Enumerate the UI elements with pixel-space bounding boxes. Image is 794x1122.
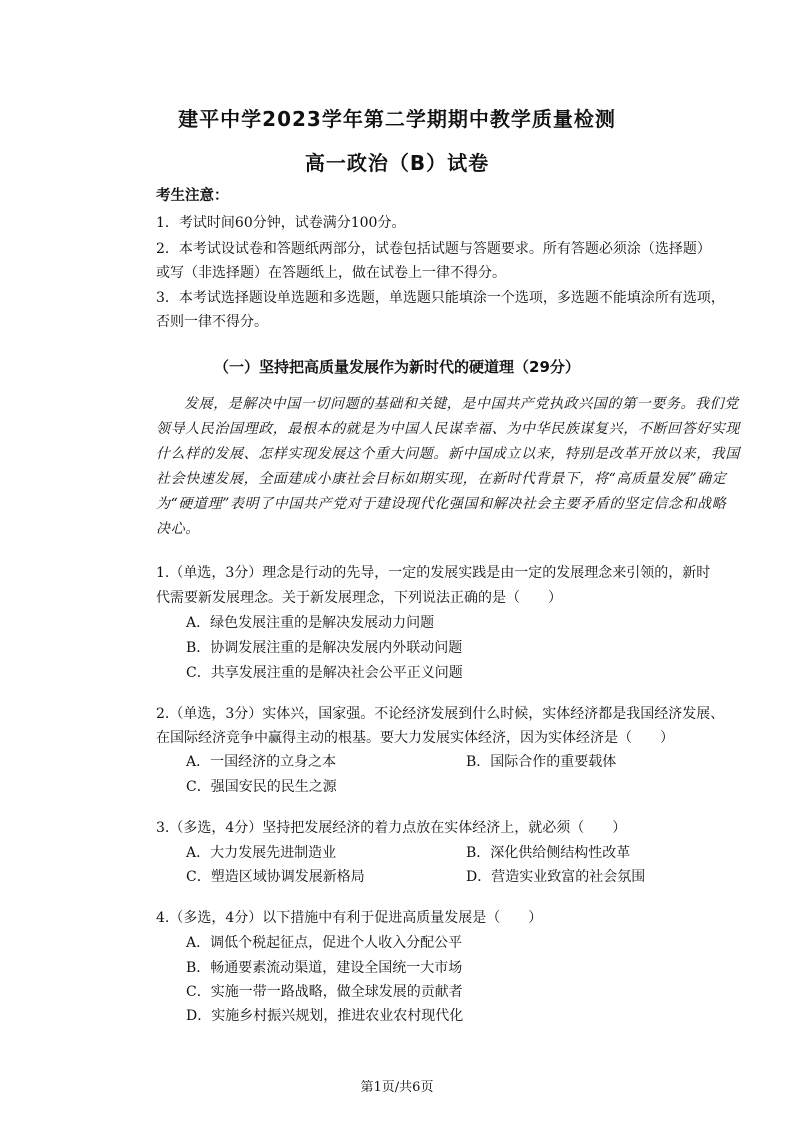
question-4-option-b: B．畅通要素流动渠道，建设全国统一大市场 <box>186 960 463 976</box>
question-3-stem: 3.（多选，4分）坚持把发展经济的着力点放在实体经济上，就必须（ ） <box>156 820 627 836</box>
material-paragraph-line: 社会快速发展，全面建成小康社会目标如期实现，在新时代背景下，将“高质量发展”确定 <box>156 471 727 487</box>
question-4-option-a: A．调低个税起征点，促进个人收入分配公平 <box>186 935 463 951</box>
material-paragraph-line: 决心。 <box>156 521 200 537</box>
material-paragraph-line: 为“硬道理”表明了中国共产党对于建设现代化强国和解决社会主要矛盾的坚定信念和战略 <box>156 496 727 512</box>
notice-line: 2．本考试设试卷和答题纸两部分，试卷包括试题与答题要求。所有答题必须涂（选择题） <box>156 241 711 257</box>
question-3-option-d: D．营造实业致富的社会氛围 <box>466 869 646 885</box>
material-paragraph-line: 领导人民治国理政，最根本的就是为中国人民谋幸福、为中华民族谋复兴，不断回答好实现 <box>156 421 740 437</box>
exam-subtitle: 高一政治（B）试卷 <box>304 151 490 175</box>
exam-title: 建平中学2023学年第二学期期中教学质量检测 <box>178 107 616 131</box>
question-4-option-c: C．实施一带一路战略，做全球发展的贡献者 <box>186 984 463 1000</box>
question-2-option-a: A．一国经济的立身之本 <box>186 754 337 770</box>
question-2-stem: 2.（单选，3分）实体兴，国家强。不论经济发展到什么时候，实体经济都是我国经济发展、 <box>156 706 725 722</box>
question-3-option-a: A．大力发展先进制造业 <box>186 845 337 861</box>
question-4-stem: 4.（多选，4分）以下措施中有利于促进高质量发展是（ ） <box>156 910 543 926</box>
question-1-option-c: C．共享发展注重的是解决社会公平正义问题 <box>186 665 463 681</box>
question-3-option-b: B．深化供给侧结构性改革 <box>466 845 631 861</box>
notice-line: 否则一律不得分。 <box>156 314 268 330</box>
question-2-option-c: C．强国安民的民生之源 <box>186 779 337 795</box>
notice-line: 或写（非选择题）在答题纸上，做在试卷上一律不得分。 <box>156 265 506 281</box>
notice-line: 3．本考试选择题设单选题和多选题，单选题只能填涂一个选项，多选题不能填涂所有选项， <box>156 290 725 306</box>
question-4-option-d: D．实施乡村振兴规划，推进农业农村现代化 <box>186 1008 464 1024</box>
question-2-stem: 在国际经济竞争中赢得主动的根基。要大力发展实体经济，因为实体经济是（ ） <box>156 730 674 746</box>
question-1-stem: 代需要新发展理念。关于新发展理念，下列说法正确的是（ ） <box>156 590 562 606</box>
page-number: 第1页/共6页 <box>360 1080 434 1095</box>
question-1-stem: 1.（单选，3分）理念是行动的先导，一定的发展实践是由一定的发展理念来引领的，新时 <box>156 565 711 581</box>
material-paragraph-line: 发展，是解决中国一切问题的基础和关键，是中国共产党执政兴国的第一要务。我们党 <box>184 396 739 412</box>
question-3-option-c: C．塑造区域协调发展新格局 <box>186 869 365 885</box>
material-paragraph-line: 什么样的发展、怎样实现发展这个重大问题。新中国成立以来，特别是改革开放以来，我国 <box>156 446 740 462</box>
question-1-option-b: B．协调发展注重的是解决发展内外联动问题 <box>186 640 463 656</box>
section-heading: （一）坚持把高质量发展作为新时代的硬道理（29分） <box>214 358 580 376</box>
question-1-option-a: A．绿色发展注重的是解决发展动力问题 <box>186 615 435 631</box>
notice-line: 1．考试时间60分钟，试卷满分100分。 <box>156 215 406 231</box>
question-2-option-b: B．国际合作的重要载体 <box>466 754 617 770</box>
notice-heading: 考生注意： <box>156 188 229 204</box>
